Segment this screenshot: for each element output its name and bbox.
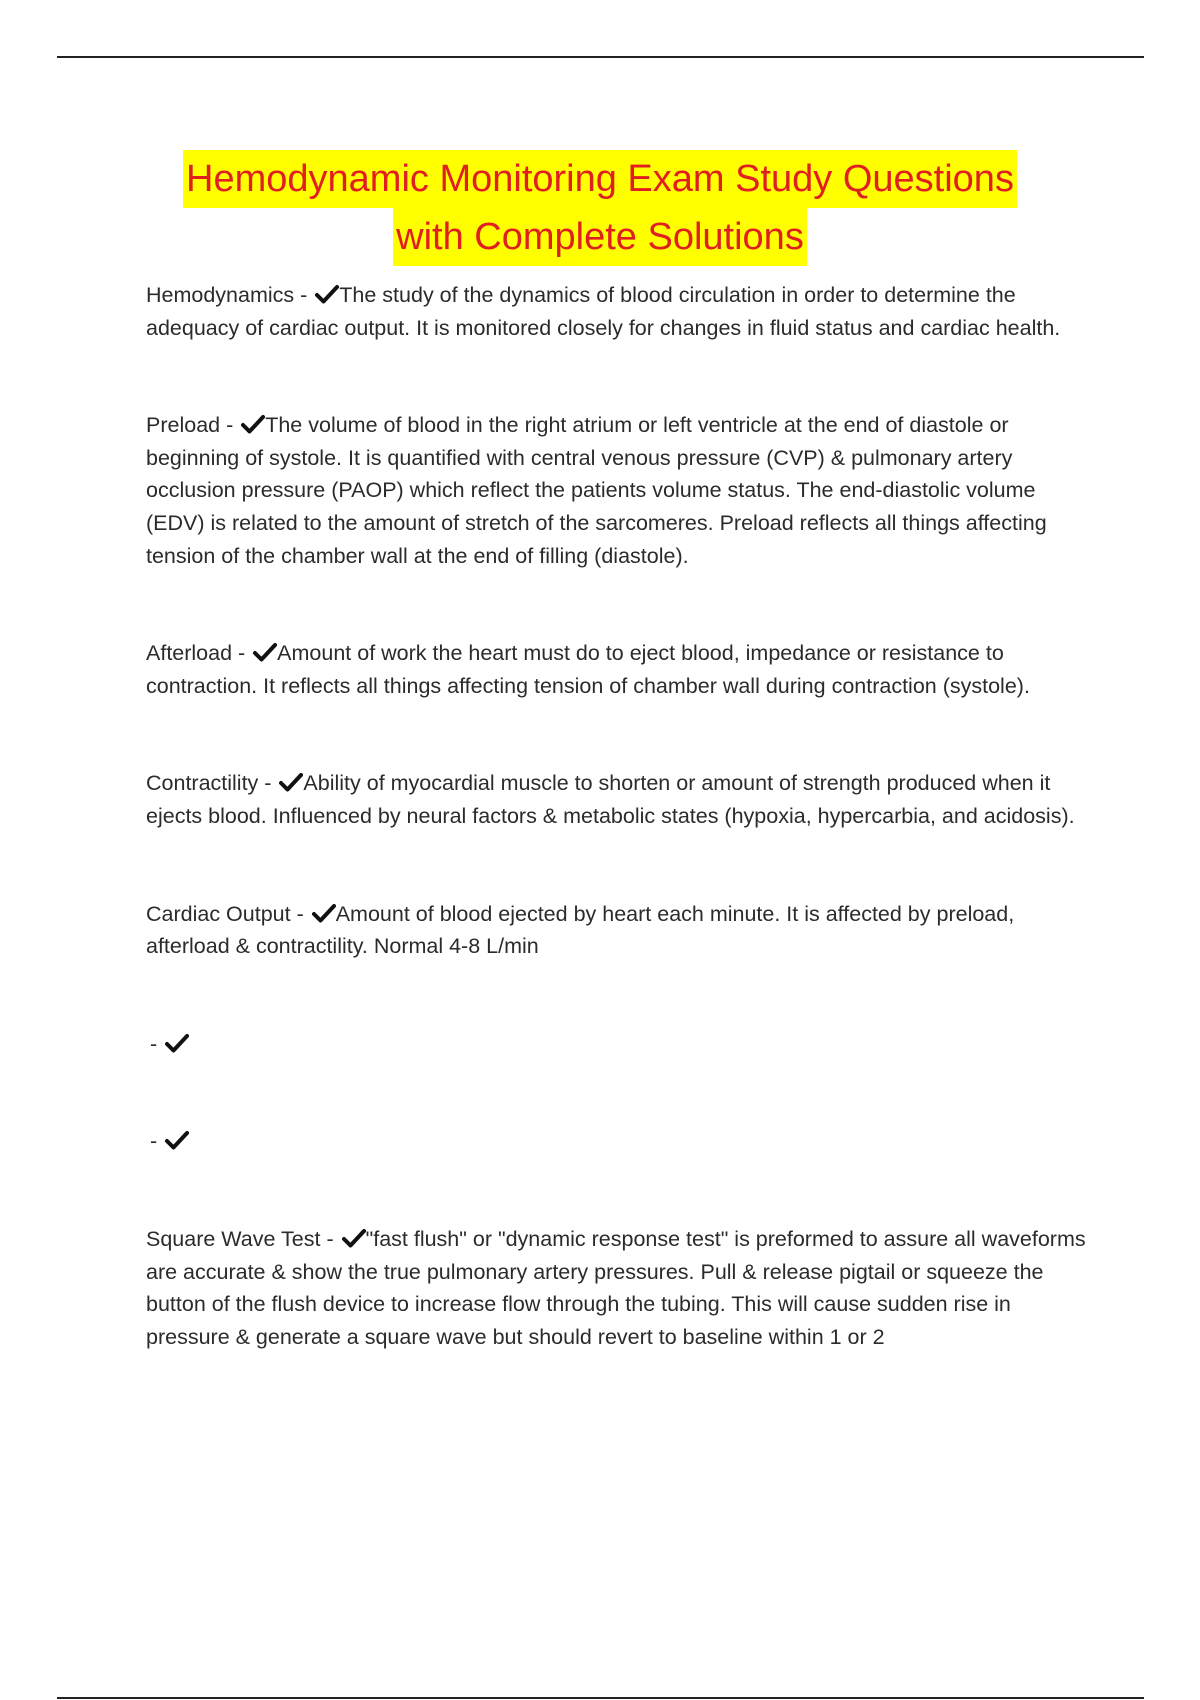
entry-separator: - [150, 1031, 164, 1056]
top-rule [57, 56, 1144, 58]
entry-definition: Amount of blood ejected by heart each minute. It is affected by preload, afterload & contractility. Normal 4-8 L/min [146, 901, 1015, 959]
qa-entry-square-wave-test [146, 1223, 1096, 1353]
checkmark-icon [253, 642, 277, 662]
qa-entry-preload [146, 409, 1096, 572]
entry-definition: The volume of blood in the right atrium or left ventricle at the end of diastole or beginning of systole. It is quantified with central venous pressure (CVP) & pulmonary artery occlusion pressure (PAOP) which reflect the patients volume status. The end-diastolic volume (EDV) is related to the amount of stretch of the sarcomeres. Preload reflects all things affecting tension of the chamber wall at the end of filling (diastole). [146, 413, 1047, 568]
entry-separator: - [232, 641, 252, 666]
entry-term: Cardiac Output [146, 901, 291, 926]
entry-separator: - [220, 413, 240, 438]
document-body [146, 279, 1096, 1353]
entry-term: Afterload [146, 641, 233, 666]
entry-term: Contractility [146, 771, 259, 796]
entry-term: Hemodynamics [146, 283, 295, 307]
checkmark-icon [342, 1228, 366, 1248]
checkmark-icon [312, 903, 336, 923]
qa-entry-afterload [146, 637, 1096, 702]
qa-entry-cardiac-output [146, 898, 1096, 963]
entry-definition: The study of the dynamics of blood circulation in order to determine the adequacy of cardiac output. It is monitored closely for changes in fluid status and cardiac health. [146, 283, 1061, 340]
document-title [0, 150, 1200, 266]
qa-entry-blank-1 [146, 1028, 1096, 1061]
qa-entry-hemodynamics [146, 279, 1096, 344]
checkmark-icon [279, 772, 303, 792]
entry-separator: - [290, 901, 310, 926]
checkmark-icon [165, 1033, 189, 1053]
qa-entry-blank-2 [146, 1125, 1096, 1158]
title-line-1: Hemodynamic Monitoring Exam Study Questions [183, 150, 1017, 208]
entry-term: Square Wave Test [146, 1226, 321, 1251]
entry-definition: Ability of myocardial muscle to shorten or amount of strength produced when it ejects blood. Influenced by neural factors & metabolic states (hypoxia, hypercarbia, and acidosis). [146, 771, 1075, 828]
title-line-2: with Complete Solutions [393, 208, 807, 266]
checkmark-icon [315, 284, 339, 304]
entry-term: Preload [146, 413, 221, 438]
entry-separator: - [150, 1129, 164, 1154]
entry-definition: Amount of work the heart must do to eject blood, impedance or resistance to contraction. It reflects all things affecting tension of chamber wall during contraction (systole). [146, 641, 1030, 698]
entry-separator: - [258, 771, 278, 796]
checkmark-icon [165, 1130, 189, 1150]
entry-definition: "fast flush" or "dynamic response test" is preformed to assure all waveforms are accurate & show the true pulmonary artery pressures. Pull & release pigtail or squeeze the button of the flush device to increase flow through the tubing. This will cause sudden rise in pressure & generate a square wave but should revert to baseline within 1 or 2 [146, 1226, 1086, 1349]
checkmark-icon [241, 414, 265, 434]
qa-entry-contractility [146, 767, 1096, 832]
entry-separator: - [320, 1226, 340, 1251]
entry-separator: - [294, 283, 314, 307]
bottom-rule [57, 1697, 1144, 1699]
